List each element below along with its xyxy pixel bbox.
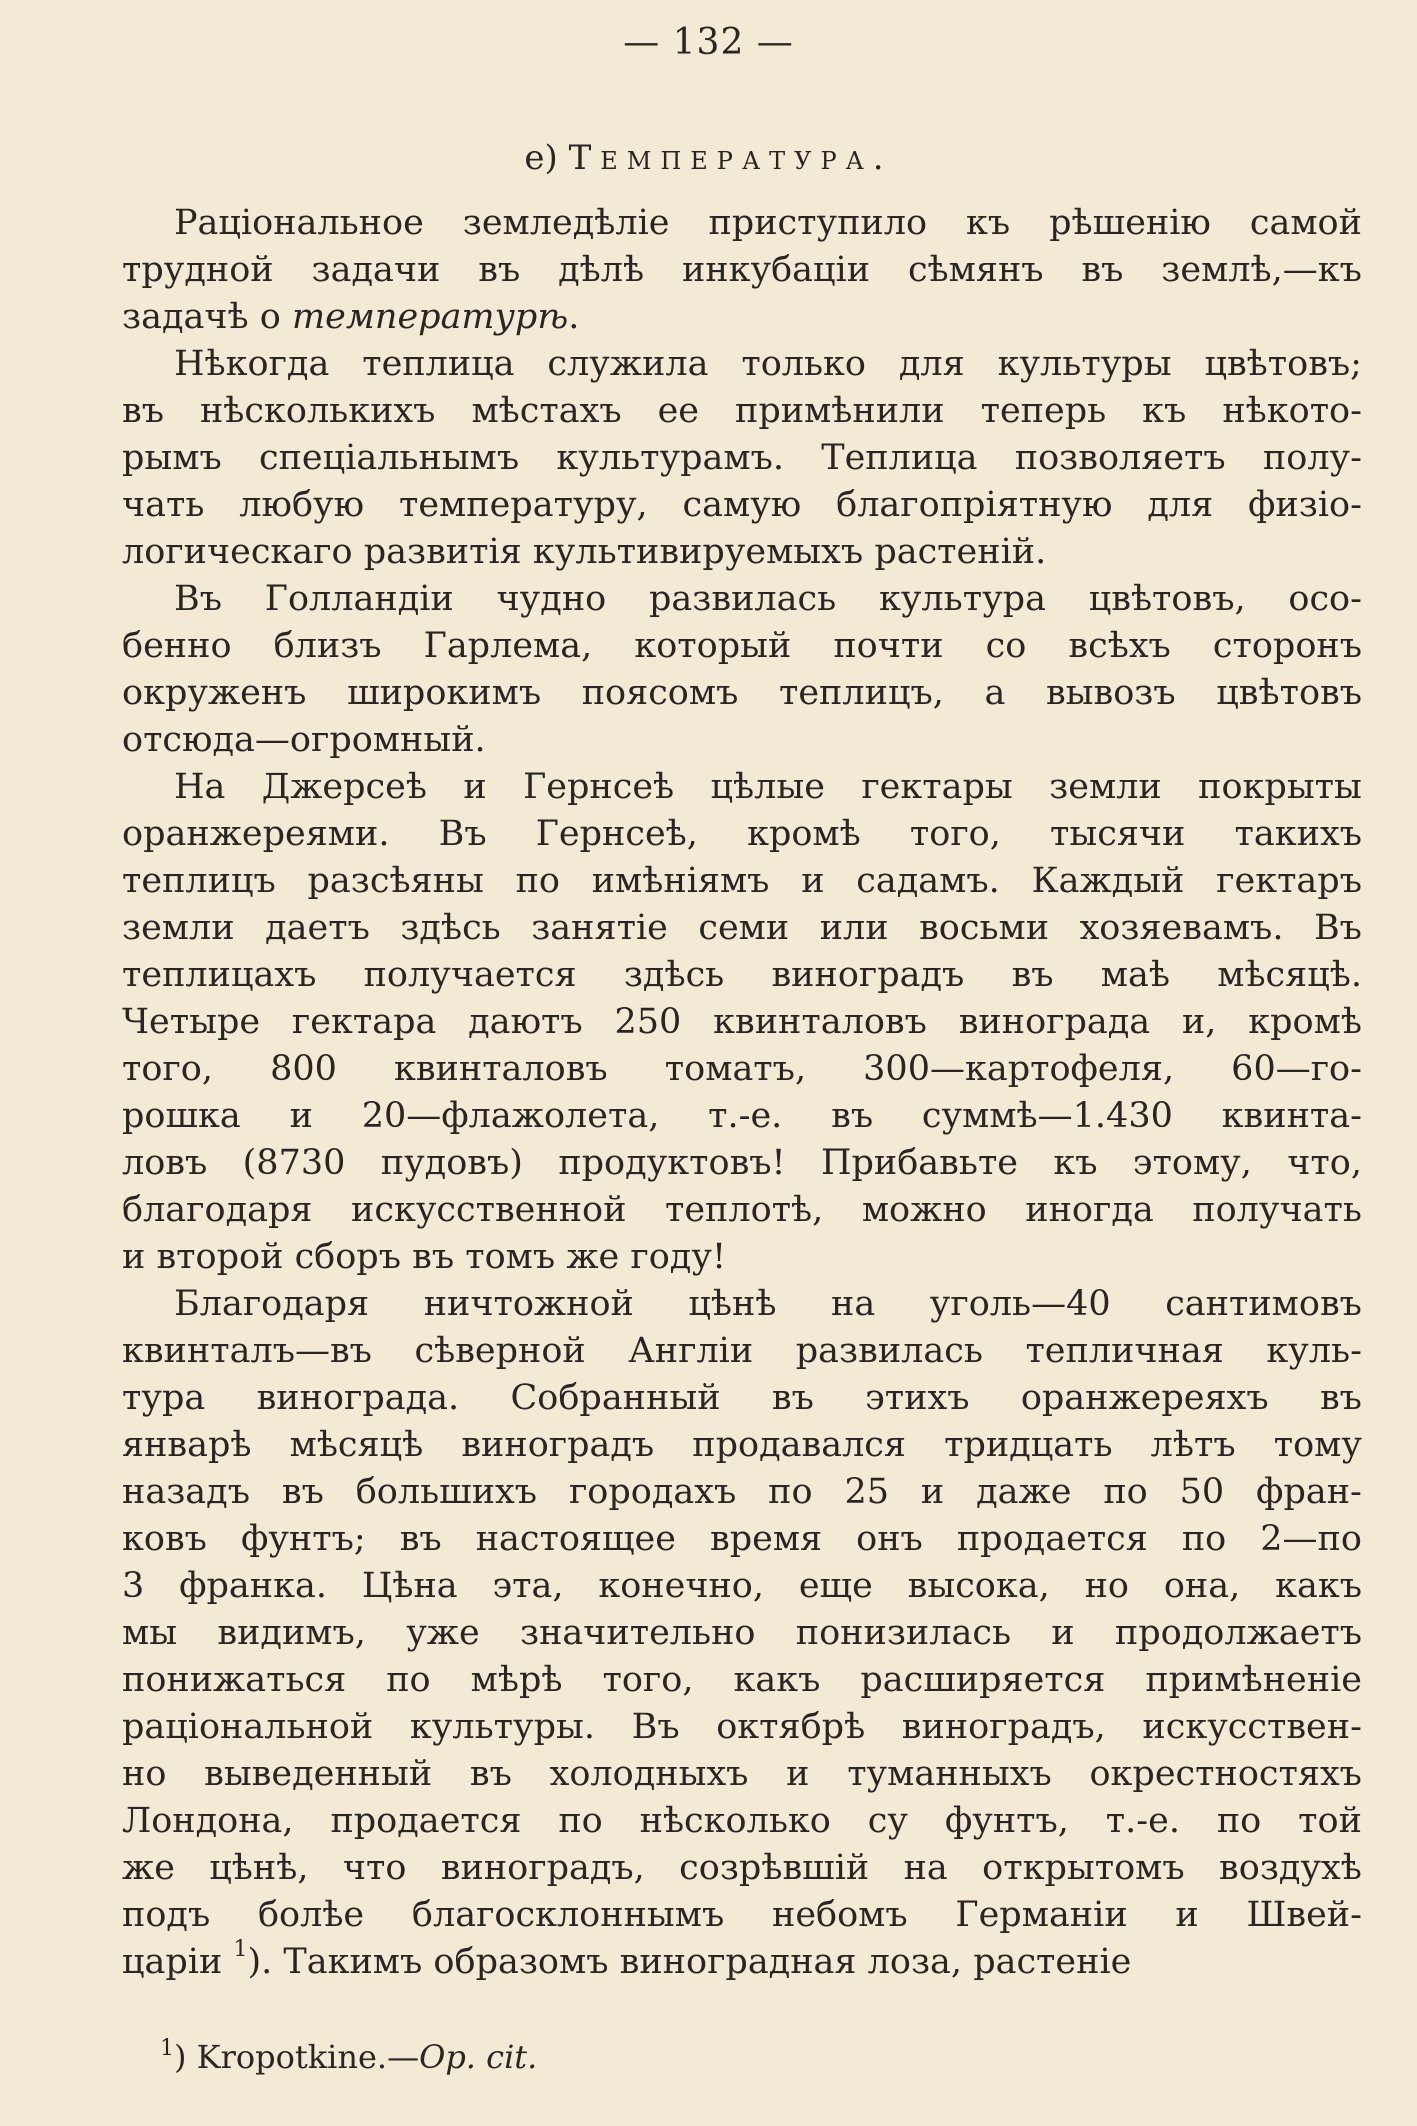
text-line: рымъ спеціальнымъ культурамъ. Теплица позволяетъ полу- xyxy=(122,438,1362,478)
section-heading xyxy=(0,138,1417,178)
text-line: Благодаря ничтожной цѣнѣ на уголь—40 сантимовъ xyxy=(174,1284,1362,1324)
text-line: но выведенный въ холодныхъ и туманныхъ окрестностяхъ xyxy=(122,1754,1362,1794)
text-line: того, 800 квинталовъ томатъ, 300—картофеля, 60—го- xyxy=(122,1049,1362,1089)
text-line: Четыре гектара даютъ 250 квинталовъ винограда и, кромѣ xyxy=(122,1002,1362,1042)
text-line: въ нѣсколькихъ мѣстахъ ее примѣнили теперь къ нѣкото- xyxy=(122,391,1362,431)
text-line: благодаря искусственной теплотѣ, можно иногда получать xyxy=(122,1190,1362,1230)
text-line: оранжереями. Въ Гернсеѣ, кромѣ того, тысячи такихъ xyxy=(122,814,1362,854)
paragraph xyxy=(122,200,1362,341)
text-line: Нѣкогда теплица служила только для культуры цвѣтовъ; xyxy=(174,344,1362,384)
paragraph xyxy=(122,341,1362,576)
text-line: чать любую температуру, самую благопріятную для физіо- xyxy=(122,485,1362,525)
section-heading-title: Температура. xyxy=(568,138,893,178)
text-line: теплицахъ получается здѣсь виноградъ въ маѣ мѣсяцѣ. xyxy=(122,955,1362,995)
text-line: январѣ мѣсяцѣ виноградъ продавался тридцать лѣтъ тому xyxy=(122,1425,1362,1465)
text-line: трудной задачи въ дѣлѣ инкубаціи сѣмянъ въ землѣ,—къ xyxy=(122,250,1362,290)
text-line: тура винограда. Собранный въ этихъ оранжереяхъ въ xyxy=(122,1378,1362,1418)
text-line: назадъ въ большихъ городахъ по 25 и даже по 50 фран- xyxy=(122,1472,1362,1512)
text-line: отсюда—огромный. xyxy=(122,720,486,760)
text-line: царіи $^1$). Такимъ образомъ виноградная лоза, растеніе xyxy=(122,1937,1132,1982)
footnote: $^1$) Kropotkine.—Op. cit. xyxy=(160,2036,538,2076)
text-line: логическаго развитія культивируемыхъ растеній. xyxy=(122,532,1047,572)
text-line: земли даетъ здѣсь занятіе семи или восьми хозяевамъ. Въ xyxy=(122,908,1362,948)
text-line: и второй сборъ въ томъ же году! xyxy=(122,1237,727,1277)
text-line: На Джерсеѣ и Гернсеѣ цѣлые гектары земли покрыты xyxy=(174,767,1362,807)
paragraph xyxy=(122,576,1362,764)
text-line: ковъ фунтъ; въ настоящее время онъ продается по 2—по xyxy=(122,1519,1362,1559)
text-line: понижаться по мѣрѣ того, какъ расширяется примѣненіе xyxy=(122,1660,1362,1700)
text-line: задачѣ о температурѣ. xyxy=(122,297,580,337)
text-line: окруженъ широкимъ поясомъ теплицъ, а вывозъ цвѣтовъ xyxy=(122,673,1362,713)
paragraph xyxy=(122,764,1362,1281)
text-line: же цѣнѣ, что виноградъ, созрѣвшій на открытомъ воздухѣ xyxy=(122,1848,1362,1888)
footnote-author: Kropotkine.— xyxy=(196,2038,420,2076)
text-line: квинталъ—въ сѣверной Англіи развилась тепличная куль- xyxy=(122,1331,1362,1371)
text-line: ловъ (8730 пудовъ) продуктовъ! Прибавьте къ этому, что, xyxy=(122,1143,1362,1183)
text-line: теплицъ разсѣяны по имѣніямъ и садамъ. Каждый гектаръ xyxy=(122,861,1362,901)
text-line: бенно близъ Гарлема, который почти со всѣхъ сторонъ xyxy=(122,626,1362,666)
page-number: — 132 — xyxy=(623,22,794,63)
body-text xyxy=(122,200,1362,1986)
text-line: мы видимъ, уже значительно понизилась и продолжаетъ xyxy=(122,1613,1362,1653)
text-line: подъ болѣе благосклоннымъ небомъ Германіи и Швей- xyxy=(122,1895,1362,1935)
text-line: Въ Голландіи чудно развилась культура цвѣтовъ, осо- xyxy=(174,579,1362,619)
footnote-marker: 1 xyxy=(160,2036,174,2061)
text-line: 3 франка. Цѣна эта, конечно, еще высока, но она, какъ xyxy=(122,1566,1362,1606)
section-heading-prefix: e) xyxy=(524,138,558,178)
paragraph xyxy=(122,1281,1362,1986)
text-line: рошка и 20—флажолета, т.-е. въ суммѣ—1.430 квинта- xyxy=(122,1096,1362,1136)
text-line: раціональной культуры. Въ октябрѣ виноградъ, искусствен- xyxy=(122,1707,1362,1747)
footnote-reference: Op. cit. xyxy=(419,2038,538,2076)
text-line: Лондона, продается по нѣсколько су фунтъ, т.-е. по той xyxy=(122,1801,1362,1841)
text-line: Раціональное земледѣліе приступило къ рѣшенію самой xyxy=(174,203,1362,243)
